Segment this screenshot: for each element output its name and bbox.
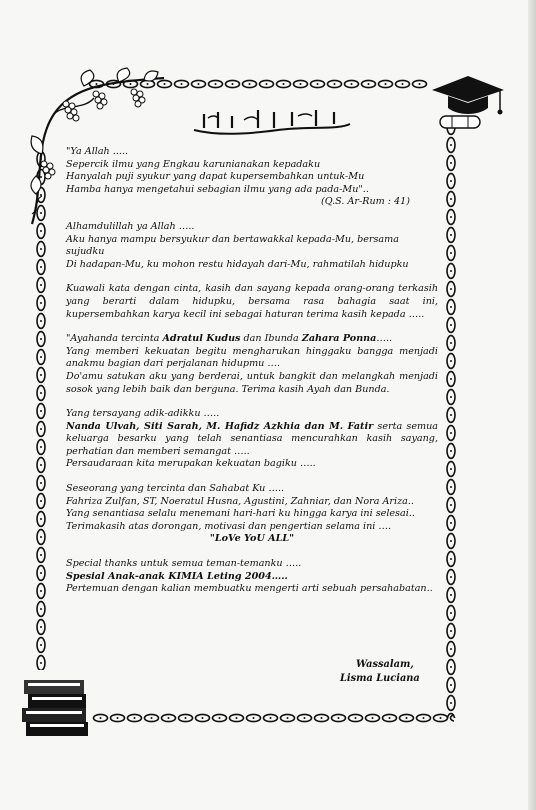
thanks-line: Special thanks untuk semua teman-temanku ….. bbox=[66, 558, 302, 570]
siblings-line: Persaudaraan kita merupakan kekuatan bagiku ….. bbox=[66, 458, 316, 470]
thanks-line: Spesial Anak-anak KIMIA Leting 2004….. bbox=[66, 570, 288, 582]
signature-block bbox=[340, 658, 460, 686]
salutation: Wassalam, bbox=[356, 659, 414, 670]
friends-line: Yang senantiasa selalu menemani hari-hari ku hingga karya ini selesai.. bbox=[66, 508, 415, 520]
graduation-cap-icon bbox=[430, 72, 506, 134]
parents-block bbox=[66, 333, 438, 396]
love-you-all: "LoVe YoU ALL" bbox=[209, 533, 295, 545]
bismillah-calligraphy bbox=[188, 106, 356, 140]
thanks-line: Pertemuan dengan kalian membuatku mengerti arti sebuah persahabatan.. bbox=[66, 583, 433, 595]
parents-suffix: ….. bbox=[376, 333, 393, 345]
quote-source: (Q.S. Ar-Rum : 41) bbox=[320, 196, 410, 208]
siblings-line bbox=[66, 421, 438, 459]
quote-line: "Ya Allah ..... bbox=[66, 146, 129, 157]
friends-line: Terimakasih atas dorongan, motivasi dan pengertian selama ini …. bbox=[66, 520, 392, 532]
parents-mid: dan Ibunda bbox=[240, 333, 302, 345]
alhamdulillah-line: Aku hanya mampu bersyukur dan bertawakkal kepada-Mu, bersama sujudku bbox=[66, 233, 399, 258]
siblings-names: Nanda Ulvah, Siti Sarah, M. Hafidz Azkhia dan M. Fatir bbox=[66, 420, 374, 432]
frame-right-border bbox=[444, 118, 458, 718]
parents-line: Do'amu satukan aku yang berderai, untuk bangkit dan melangkah menjadi sosok yang lebih baik dan berguna. Terima kasih Ayah dan Bunda. bbox=[66, 370, 438, 395]
father-name: Adratul Kudus bbox=[162, 333, 241, 345]
quote-line: Sepercik ilmu yang Engkau karunianakan kepadaku bbox=[66, 158, 321, 170]
siblings-rest: serta semua keluarga besarku yang telah senantiasa mencurahkan kasih sayang, perhatian dan memberi semangat ….. bbox=[66, 420, 438, 457]
alhamdulillah-line: Di hadapan-Mu, ku mohon restu hidayah dari-Mu, rahmatilah hidupku bbox=[66, 258, 409, 270]
quote-line: Hamba hanya mengetahui sebagian ilmu yang ada pada-Mu".. bbox=[66, 183, 369, 195]
parents-prefix: "Ayahanda tercinta bbox=[66, 333, 163, 345]
thanks-block bbox=[66, 558, 438, 596]
author-name: Lisma Luciana bbox=[340, 673, 420, 684]
siblings-line: Yang tersayang adik-adikku ….. bbox=[66, 408, 220, 420]
alhamdulillah-line: Alhamdulillah ya Allah ….. bbox=[66, 220, 195, 232]
dedication-block bbox=[66, 283, 438, 321]
siblings-block bbox=[66, 408, 438, 471]
page-edge bbox=[528, 0, 536, 810]
book-stack-icon bbox=[18, 672, 102, 742]
friends-block bbox=[66, 483, 438, 546]
alhamdulillah-block bbox=[66, 221, 438, 271]
parents-line: Yang memberi kekuatan begitu mengharukan hinggaku bangga menjadi anakmu bagian dari perjalanan hidupmu …. bbox=[66, 345, 438, 370]
acknowledgement-text bbox=[66, 146, 438, 608]
dedication-text: Kuawali kata dengan cinta, kasih dan sayang kepada orang-orang terkasih yang berarti dalam hidupku, bersama rasa bahagia saat ini, kupersembahkan karya kecil ini sebagai haturan terima kasih kepada ….. bbox=[66, 283, 438, 320]
friends-line: Seseorang yang tercinta dan Sahabat Ku ….. bbox=[66, 483, 285, 495]
quote-block bbox=[66, 146, 438, 209]
quote-line: Hanyalah puji syukur yang dapat kupersembahkan untuk-Mu bbox=[66, 171, 365, 183]
parents-line bbox=[66, 333, 438, 346]
mother-name: Zahara Ponna bbox=[301, 333, 377, 345]
friends-line: Fahriza Zulfan, ST, Noeratul Husna, Agustini, Zahniar, dan Nora Ariza.. bbox=[66, 495, 414, 507]
frame-bottom-border bbox=[92, 712, 454, 724]
